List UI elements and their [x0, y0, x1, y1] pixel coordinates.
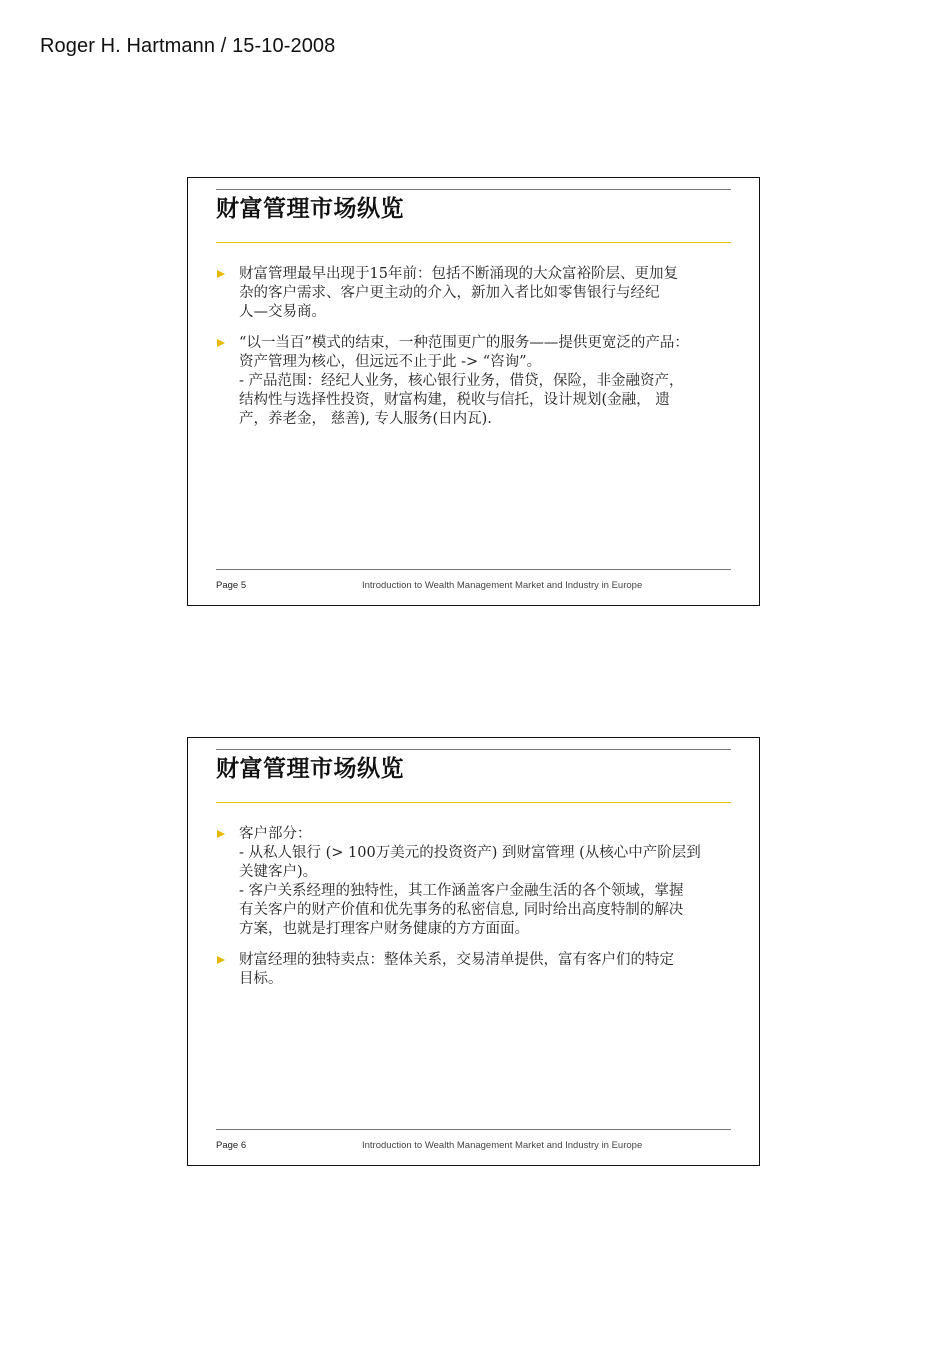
triangle-right-icon [217, 339, 225, 347]
bullet-line: 目标。 [239, 971, 283, 987]
slide-page-5 [187, 177, 760, 606]
triangle-right-icon [217, 956, 225, 964]
footer-divider [216, 569, 731, 570]
page-number: Page 5 [216, 580, 247, 591]
bullet-line: 产，养老金， 慈善), 专人服务(日内瓦). [239, 411, 492, 427]
bullet-list [216, 825, 733, 1001]
footer-text: Introduction to Wealth Management Market and Industry in Europe [362, 580, 643, 591]
slide-title: 财富管理市场纵览 [216, 755, 404, 782]
bullet-line: 方案，也就是打理客户财务健康的方方面面。 [239, 921, 529, 937]
bullet-line: “以一当百”模式的结束，一种范围更广的服务——提供更宽泛的产品： [239, 335, 689, 351]
bullet-line: 客户部分： [239, 826, 312, 842]
bullet-line: 资产管理为核心，但远远不止于此 -> “咨询”。 [239, 354, 542, 370]
bullet-list [216, 265, 733, 441]
bullet-line: 结构性与选择性投资，财富构建，税收与信托，设计规划(金融， 遗 [239, 392, 670, 408]
bullet-line: 财富管理最早出现于15年前：包括不断涌现的大众富裕阶层、更加复 [239, 266, 678, 282]
bullet-line: 有关客户的财产价值和优先事务的私密信息, 同时给出高度特制的解决 [239, 902, 684, 918]
footer-text: Introduction to Wealth Management Market and Industry in Europe [362, 1140, 643, 1151]
bullet-item [216, 265, 733, 322]
title-divider [216, 242, 731, 243]
triangle-right-icon [217, 270, 225, 278]
document-header: Roger H. Hartmann / 15-10-2008 [40, 35, 336, 57]
bullet-line: 财富经理的独特卖点：整体关系，交易清单提供，富有客户们的特定 [239, 952, 674, 968]
slide-page-6 [187, 737, 760, 1166]
bullet-line: 人—交易商。 [239, 304, 326, 320]
slide-title: 财富管理市场纵览 [216, 195, 404, 222]
bullet-line: - 从私人银行 (> 100万美元的投资资产) 到财富管理 (从核心中产阶层到 [239, 845, 701, 861]
title-divider [216, 802, 731, 803]
footer-divider [216, 1129, 731, 1130]
bullet-line: 杂的客户需求、客户更主动的介入，新加入者比如零售银行与经纪 [239, 285, 660, 301]
bullet-item [216, 951, 733, 989]
bullet-line: 关键客户)。 [239, 864, 318, 880]
bullet-item [216, 825, 733, 939]
bullet-line: - 产品范围：经纪人业务，核心银行业务，借贷，保险，非金融资产， [239, 373, 684, 389]
bullet-line: - 客户关系经理的独特性，其工作涵盖客户金融生活的各个领域，掌握 [239, 883, 684, 899]
page-number: Page 6 [216, 1140, 247, 1151]
bullet-item [216, 334, 733, 429]
triangle-right-icon [217, 830, 225, 838]
